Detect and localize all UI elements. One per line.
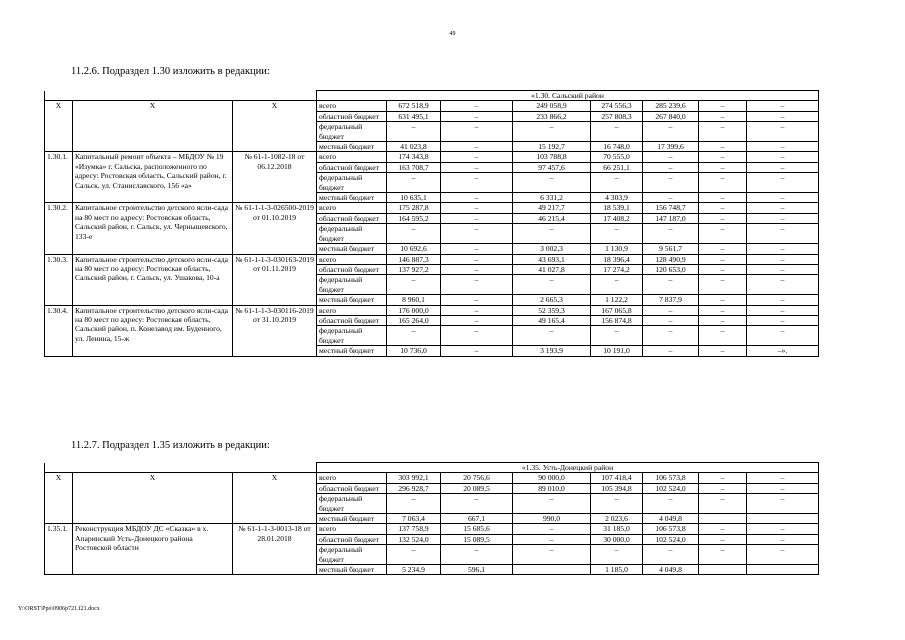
funding-source: федеральный бюджет (317, 173, 387, 193)
value-cell: – (747, 244, 819, 254)
value-cell: 105 394,8 (591, 483, 643, 493)
value-cell: – (387, 275, 441, 295)
value-cell: 267 840,0 (643, 111, 699, 121)
value-cell: 2 023,6 (591, 514, 643, 524)
value-cell: – (591, 275, 643, 295)
value-cell: 10 191,0 (591, 346, 643, 356)
funding-source: федеральный бюджет (317, 545, 387, 565)
item-name: Капитальный ремонт объекта – МБДОУ № 19 «Изумка» г. Сальска, расположенного по адресу: Ростовская область, Сальский район, г. Сальск, ул. Станиславского, 156 «а» (73, 152, 233, 203)
value-cell: 3 193,9 (513, 346, 591, 356)
value-cell: 631 495,1 (387, 111, 441, 121)
value-cell: – (591, 122, 643, 142)
value-cell: – (699, 213, 747, 223)
funding-source: всего (317, 305, 387, 315)
value-cell: – (591, 224, 643, 244)
funding-source: всего (317, 254, 387, 264)
value-cell: 257 808,3 (591, 111, 643, 121)
value-cell: – (699, 326, 747, 346)
value-cell: 156 748,7 (643, 203, 699, 213)
value-cell: – (441, 494, 513, 514)
value-cell: 274 556,3 (591, 101, 643, 111)
funding-source: всего (317, 524, 387, 534)
value-cell (747, 514, 819, 524)
value-cell: 18 396,4 (591, 254, 643, 264)
value-cell: 18 539,1 (591, 203, 643, 213)
value-cell: – (699, 494, 747, 514)
value-cell: – (441, 254, 513, 264)
value-cell: – (643, 224, 699, 244)
funding-source: местный бюджет (317, 142, 387, 152)
funding-source: федеральный бюджет (317, 224, 387, 244)
value-cell: – (643, 152, 699, 162)
value-cell: – (699, 473, 747, 483)
item-name: Реконструкция МБДОУ ДС «Сказка» в х. Апаринский Усть-Донецкого района Ростовской области (73, 524, 233, 575)
value-cell: – (643, 275, 699, 295)
value-cell: – (513, 326, 591, 346)
value-cell: – (699, 254, 747, 264)
value-cell: 103 788,8 (513, 152, 591, 162)
value-cell: 174 343,8 (387, 152, 441, 162)
value-cell (699, 514, 747, 524)
value-cell: 52 359,3 (513, 305, 591, 315)
value-cell: – (747, 326, 819, 346)
value-cell: – (699, 173, 747, 193)
funding-source: местный бюджет (317, 244, 387, 254)
value-cell: – (591, 545, 643, 565)
value-cell: – (591, 173, 643, 193)
value-cell: 175 287,8 (387, 203, 441, 213)
value-cell: – (699, 545, 747, 565)
value-cell: – (441, 193, 513, 203)
value-cell: – (747, 101, 819, 111)
value-cell: 596,1 (441, 565, 513, 575)
value-cell: 3 002,3 (513, 244, 591, 254)
value-cell: – (441, 346, 513, 356)
funding-source: областной бюджет (317, 213, 387, 223)
value-cell: 15 089,5 (441, 534, 513, 544)
value-cell: 41 027,8 (513, 264, 591, 274)
value-cell (747, 565, 819, 575)
district-title: «1.30. Сальский район (317, 91, 819, 101)
value-cell: – (513, 275, 591, 295)
value-cell: 667,1 (441, 514, 513, 524)
value-cell: – (747, 534, 819, 544)
funding-source: местный бюджет (317, 295, 387, 305)
value-cell: 10 635,1 (387, 193, 441, 203)
item-name: Капитальное строительство детского ясли-сада на 80 мест по адресу: Ростовская область, Сальский район, г. Сальск, ул. Чернышевского, 133-е (73, 203, 233, 254)
value-cell: 6 331,2 (513, 193, 591, 203)
blank-cell (45, 463, 317, 473)
value-cell: 233 866,2 (513, 111, 591, 121)
value-cell: 102 524,0 (643, 534, 699, 544)
value-cell: – (699, 193, 747, 203)
item-name: X (73, 473, 233, 524)
value-cell: – (441, 315, 513, 325)
value-cell: 15 192,7 (513, 142, 591, 152)
item-number: 1.30.4. (45, 305, 73, 356)
value-cell: – (441, 101, 513, 111)
funding-source: местный бюджет (317, 565, 387, 575)
value-cell: – (643, 494, 699, 514)
value-cell: – (441, 295, 513, 305)
value-cell: – (747, 213, 819, 223)
value-cell: 31 185,0 (591, 524, 643, 534)
value-cell: – (747, 122, 819, 142)
item-name: Капитальное строительство детского ясли-сада на 80 мест по адресу: Ростовская область, Сальский район, г. Сальск, ул. Ушакова, 10-а (73, 254, 233, 305)
item-number: X (45, 473, 73, 524)
district-title: «1.35. Усть-Донецкий район (317, 463, 819, 473)
table-row (45, 152, 819, 162)
value-cell: 30 000,0 (591, 534, 643, 544)
document-number: X (233, 473, 317, 524)
value-cell (699, 565, 747, 575)
value-cell: – (699, 142, 747, 152)
value-cell: – (387, 545, 441, 565)
value-cell: 17 274,2 (591, 264, 643, 274)
value-cell: 46 215,4 (513, 213, 591, 223)
value-cell: – (747, 305, 819, 315)
table-row (45, 524, 819, 534)
value-cell: – (747, 264, 819, 274)
value-cell: 43 693,1 (513, 254, 591, 264)
value-cell: 146 887,3 (387, 254, 441, 264)
item-number: 1.30.2. (45, 203, 73, 254)
funding-source: областной бюджет (317, 534, 387, 544)
value-cell: 102 524,0 (643, 483, 699, 493)
value-cell: – (441, 305, 513, 315)
funding-source: всего (317, 203, 387, 213)
value-cell: – (591, 494, 643, 514)
table-row (45, 305, 819, 315)
table-row (45, 254, 819, 264)
file-path-footer: Y:\ORST\Ppo\0906p721.f21.docx (18, 606, 100, 612)
value-cell: – (747, 203, 819, 213)
funding-source: областной бюджет (317, 162, 387, 172)
value-cell: 89 010,0 (513, 483, 591, 493)
value-cell: 132 524,0 (387, 534, 441, 544)
value-cell: – (747, 315, 819, 325)
value-cell: 97 457,6 (513, 162, 591, 172)
value-cell: 106 573,8 (643, 524, 699, 534)
value-cell: 90 000,0 (513, 473, 591, 483)
value-cell: – (699, 203, 747, 213)
value-cell: 17 408,2 (591, 213, 643, 223)
value-cell: – (441, 275, 513, 295)
value-cell: – (747, 224, 819, 244)
value-cell: – (643, 162, 699, 172)
value-cell: – (699, 534, 747, 544)
value-cell: 7 063,4 (387, 514, 441, 524)
value-cell: 128 490,9 (643, 254, 699, 264)
section-heading-1-35: 11.2.7. Подраздел 1.35 изложить в редакции: (71, 440, 270, 451)
value-cell: – (699, 111, 747, 121)
item-number: 1.30.1. (45, 152, 73, 203)
value-cell: – (747, 494, 819, 514)
value-cell: – (513, 224, 591, 244)
funding-source: всего (317, 152, 387, 162)
value-cell: – (513, 545, 591, 565)
value-cell: 7 837,9 (643, 295, 699, 305)
value-cell: 17 399,6 (643, 142, 699, 152)
value-cell: – (441, 162, 513, 172)
value-cell: –». (747, 346, 819, 356)
value-cell: 1 122,2 (591, 295, 643, 305)
value-cell: 16 748,0 (591, 142, 643, 152)
table-row (45, 203, 819, 213)
value-cell: – (513, 494, 591, 514)
value-cell: 285 239,6 (643, 101, 699, 111)
funding-source: федеральный бюджет (317, 275, 387, 295)
value-cell: – (441, 224, 513, 244)
value-cell: – (747, 111, 819, 121)
document-number: № 61-1-1-3-030116-2019 от 31.10.2019 (233, 305, 317, 356)
value-cell: – (699, 244, 747, 254)
page-number: 49 (449, 31, 456, 37)
value-cell: 303 992,1 (387, 473, 441, 483)
funding-source: областной бюджет (317, 483, 387, 493)
item-number: 1.35.1. (45, 524, 73, 575)
value-cell: 10 736,0 (387, 346, 441, 356)
value-cell: 2 665,3 (513, 295, 591, 305)
value-cell: 137 927,2 (387, 264, 441, 274)
value-cell: – (387, 173, 441, 193)
table-row (45, 473, 819, 483)
value-cell: – (747, 524, 819, 534)
funding-source: областной бюджет (317, 111, 387, 121)
funding-source: местный бюджет (317, 346, 387, 356)
value-cell: – (643, 122, 699, 142)
value-cell: 176 000,0 (387, 305, 441, 315)
value-cell: 147 187,0 (643, 213, 699, 223)
value-cell: – (747, 545, 819, 565)
value-cell: – (441, 122, 513, 142)
value-cell: – (643, 305, 699, 315)
funding-source: местный бюджет (317, 514, 387, 524)
funding-source: федеральный бюджет (317, 122, 387, 142)
value-cell: 249 058,9 (513, 101, 591, 111)
sal-district-table (44, 90, 819, 357)
value-cell: – (387, 494, 441, 514)
value-cell: 106 573,8 (643, 473, 699, 483)
value-cell: 120 653,0 (643, 264, 699, 274)
document-number: X (233, 101, 317, 152)
funding-source: федеральный бюджет (317, 494, 387, 514)
value-cell: – (643, 193, 699, 203)
item-name: X (73, 101, 233, 152)
value-cell: – (699, 524, 747, 534)
value-cell: – (441, 142, 513, 152)
value-cell: – (747, 254, 819, 264)
value-cell: – (643, 173, 699, 193)
value-cell: – (441, 111, 513, 121)
value-cell: – (699, 162, 747, 172)
value-cell: 137 758,9 (387, 524, 441, 534)
value-cell: 9 561,7 (643, 244, 699, 254)
value-cell: 164 595,2 (387, 213, 441, 223)
funding-source: областной бюджет (317, 264, 387, 274)
document-number: № 61-1-1-3-026500-2019 от 01.10.2019 (233, 203, 317, 254)
value-cell: – (387, 122, 441, 142)
value-cell: 5 234,9 (387, 565, 441, 575)
value-cell: – (441, 173, 513, 193)
table-row (45, 101, 819, 111)
funding-source: всего (317, 101, 387, 111)
value-cell: – (699, 275, 747, 295)
value-cell: – (699, 346, 747, 356)
value-cell: – (643, 545, 699, 565)
section-heading-1-30: 11.2.6. Подраздел 1.30 изложить в редакции: (71, 66, 270, 77)
value-cell: – (699, 264, 747, 274)
value-cell: 672 518,9 (387, 101, 441, 111)
item-number: 1.30.3. (45, 254, 73, 305)
value-cell: – (513, 122, 591, 142)
value-cell: – (643, 346, 699, 356)
value-cell: – (699, 224, 747, 244)
value-cell: 41 023,8 (387, 142, 441, 152)
value-cell: – (441, 545, 513, 565)
blank-cell (45, 91, 317, 101)
value-cell: 20 089,5 (441, 483, 513, 493)
value-cell: – (441, 264, 513, 274)
value-cell (513, 565, 591, 575)
document-number: № 61-1-1-3-030163-2019 от 01.11.2019 (233, 254, 317, 305)
value-cell: – (591, 326, 643, 346)
value-cell: 107 418,4 (591, 473, 643, 483)
value-cell: – (699, 315, 747, 325)
value-cell: 49 217,7 (513, 203, 591, 213)
value-cell: 10 692,6 (387, 244, 441, 254)
value-cell: – (747, 483, 819, 493)
value-cell: 1 185,0 (591, 565, 643, 575)
value-cell: – (747, 152, 819, 162)
value-cell: 1 130,9 (591, 244, 643, 254)
value-cell: – (699, 122, 747, 142)
value-cell: 15 685,6 (441, 524, 513, 534)
table-title-row (45, 463, 819, 473)
value-cell: – (699, 483, 747, 493)
value-cell: – (441, 203, 513, 213)
funding-source: областной бюджет (317, 315, 387, 325)
value-cell: 163 708,7 (387, 162, 441, 172)
value-cell: 296 928,7 (387, 483, 441, 493)
funding-source: всего (317, 473, 387, 483)
value-cell: – (513, 173, 591, 193)
value-cell: – (513, 534, 591, 544)
value-cell: 990,0 (513, 514, 591, 524)
funding-source: федеральный бюджет (317, 326, 387, 346)
ust-donetsk-district-table (44, 462, 819, 575)
funding-source: местный бюджет (317, 193, 387, 203)
value-cell: – (513, 524, 591, 534)
value-cell: – (699, 295, 747, 305)
value-cell: – (699, 152, 747, 162)
value-cell: 49 165,4 (513, 315, 591, 325)
value-cell: 4 049,8 (643, 565, 699, 575)
value-cell: – (747, 275, 819, 295)
value-cell: – (643, 326, 699, 346)
value-cell: – (441, 152, 513, 162)
value-cell: 8 960,1 (387, 295, 441, 305)
value-cell: 66 251,1 (591, 162, 643, 172)
value-cell: 70 555,0 (591, 152, 643, 162)
table-title-row (45, 91, 819, 101)
value-cell: – (699, 101, 747, 111)
value-cell: 20 756,6 (441, 473, 513, 483)
item-number: X (45, 101, 73, 152)
value-cell: – (747, 173, 819, 193)
value-cell: 4 049,8 (643, 514, 699, 524)
value-cell: – (441, 326, 513, 346)
value-cell: – (441, 244, 513, 254)
value-cell: 4 303,9 (591, 193, 643, 203)
document-number: № 61-1-1-3-0013-18 от 28.01.2018 (233, 524, 317, 575)
value-cell: – (747, 162, 819, 172)
value-cell: 165 264,0 (387, 315, 441, 325)
value-cell: – (699, 305, 747, 315)
value-cell: – (387, 326, 441, 346)
document-number: № 61-1-1082-18 от 06.12.2018 (233, 152, 317, 203)
value-cell: – (387, 224, 441, 244)
value-cell: – (747, 295, 819, 305)
value-cell: – (747, 473, 819, 483)
value-cell: – (747, 142, 819, 152)
value-cell: – (643, 315, 699, 325)
value-cell: 167 065,8 (591, 305, 643, 315)
value-cell: 156 874,8 (591, 315, 643, 325)
item-name: Капитальное строительство детского ясли-сада на 80 мест по адресу: Ростовская область, Сальский район, п. Конезавод им. Буденного, ул. Ленина, 15-ж (73, 305, 233, 356)
value-cell: – (747, 193, 819, 203)
value-cell: – (441, 213, 513, 223)
